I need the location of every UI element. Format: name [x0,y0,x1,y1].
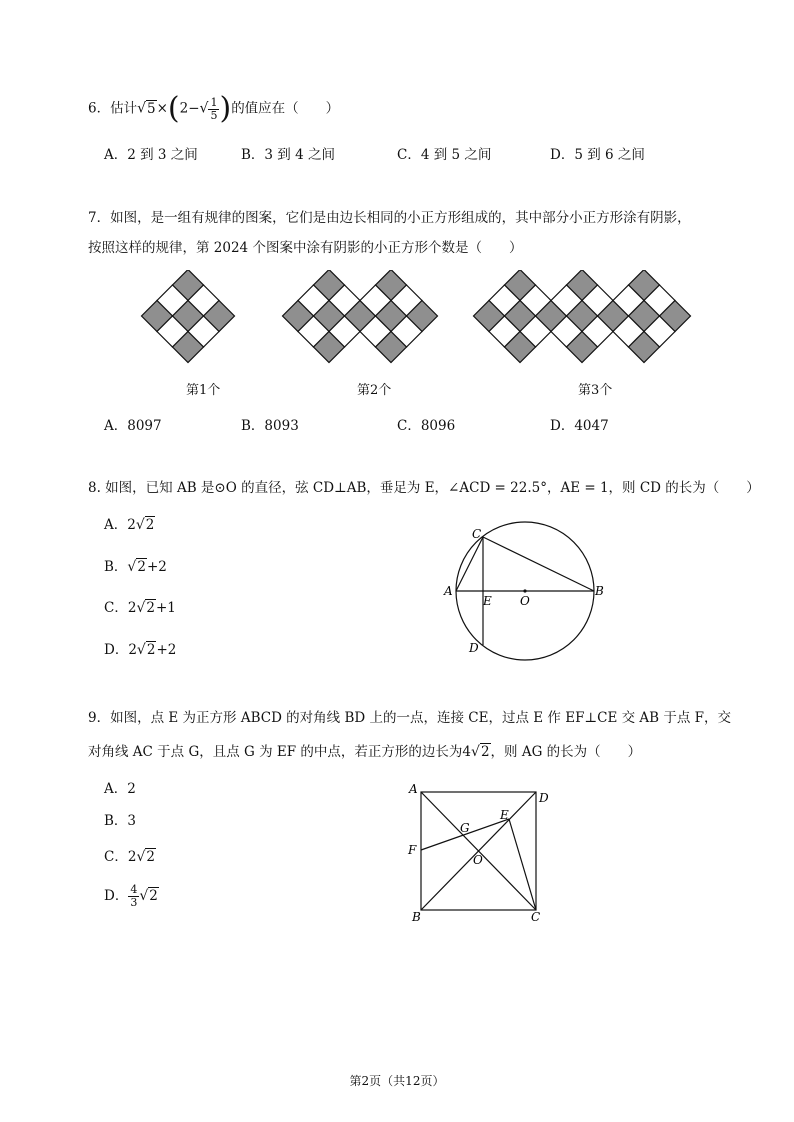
q6-root: 5 [147,100,156,117]
q8-option-b[interactable]: B．√2+2 [104,559,167,575]
q8-segment-cb [483,537,594,591]
q9-label-e: E [500,808,509,822]
q9-label-o: O [473,853,483,867]
q9-square-figure [402,780,562,925]
q8-stem: 8. 如图，已知 AB 是⊙O 的直径，弦 CD⊥AB，垂足为 E，∠ACD = 22.5°，AE = 1，则 CD 的长为（ ） [88,480,760,496]
q9-stem-line1: 9．如图，点 E 为正方形 ABCD 的对角线 BD 上的一点，连接 CE，过点 E 作 EF⊥CE 交 AB 于点 F，交 [88,710,732,726]
page-footer: 第2页（共12页） [349,1074,445,1088]
q6-frac: $\frac{1}{5}$ [210,95,218,122]
q8-segment-ac [456,537,483,591]
q8-center-dot [523,589,526,592]
q9-label-c: C [531,910,541,924]
q8-option-d[interactable]: D．2√2+2 [104,642,177,658]
q7-option-c[interactable]: C．8096 [397,418,456,434]
q8-label-o: O [520,594,530,608]
q8-label-d: D [469,641,479,655]
q9-label-g: G [460,821,470,835]
q6-two: 2 [179,100,189,117]
q9-option-d[interactable]: D． $\frac{4}{3}$ √2 [104,883,158,909]
q6-lead: 6．估计 [88,100,138,117]
q8-label-b: B [595,584,604,598]
q6-option-a[interactable]: A．2 到 3 之间 [104,147,198,163]
q9-label-f: F [408,843,417,857]
q9-option-a[interactable]: A．2 [104,781,136,797]
q9-label-d: D [539,791,549,805]
q6-tail: 的值应在（ ） [231,100,340,117]
q7-patterns-figure [0,270,794,380]
q7-option-d[interactable]: D．4047 [550,418,609,434]
q8-circle-figure [440,520,610,670]
q9-label-b: B [412,910,421,924]
q9-stem-line2: 对角线 AC 于点 G，且点 G 为 EF 的中点，若正方形的边长为4√2，则 AG 的长为（ ） [88,744,642,760]
q6-times: × [156,100,168,117]
q6-minus: − [188,100,200,117]
q7-caption-2: 第2个 [357,383,392,398]
q8-option-c[interactable]: C．2√2+1 [104,600,176,616]
q9-option-c[interactable]: C．2√2 [104,849,155,865]
q7-caption-1: 第1个 [186,383,221,398]
q7-caption-3: 第3个 [578,383,613,398]
q9-option-b[interactable]: B．3 [104,813,137,829]
q8-label-e: E [483,594,492,608]
q6-option-d[interactable]: D．5 到 6 之间 [550,147,645,163]
q8-label-a: A [444,584,453,598]
q8-option-a[interactable]: A．2√2 [104,517,155,533]
q7-stem-line1: 7．如图，是一组有规律的图案，它们是由边长相同的小正方形组成的，其中部分小正方形涂有阴影， [88,210,691,226]
q8-label-c: C [472,527,482,541]
q9-label-a: A [409,782,418,796]
q7-option-b[interactable]: B．8093 [241,418,299,434]
q6-stem: 6．估计√5×(2−√ $\frac{1}{5}$ )的值应在（ ） [88,91,340,126]
q6-option-b[interactable]: B．3 到 4 之间 [241,147,335,163]
q7-stem-line2: 按照这样的规律，第 2024 个图案中涂有阴影的小正方形个数是（ ） [88,240,523,256]
q6-option-c[interactable]: C．4 到 5 之间 [397,147,492,163]
q7-option-a[interactable]: A．8097 [104,418,162,434]
